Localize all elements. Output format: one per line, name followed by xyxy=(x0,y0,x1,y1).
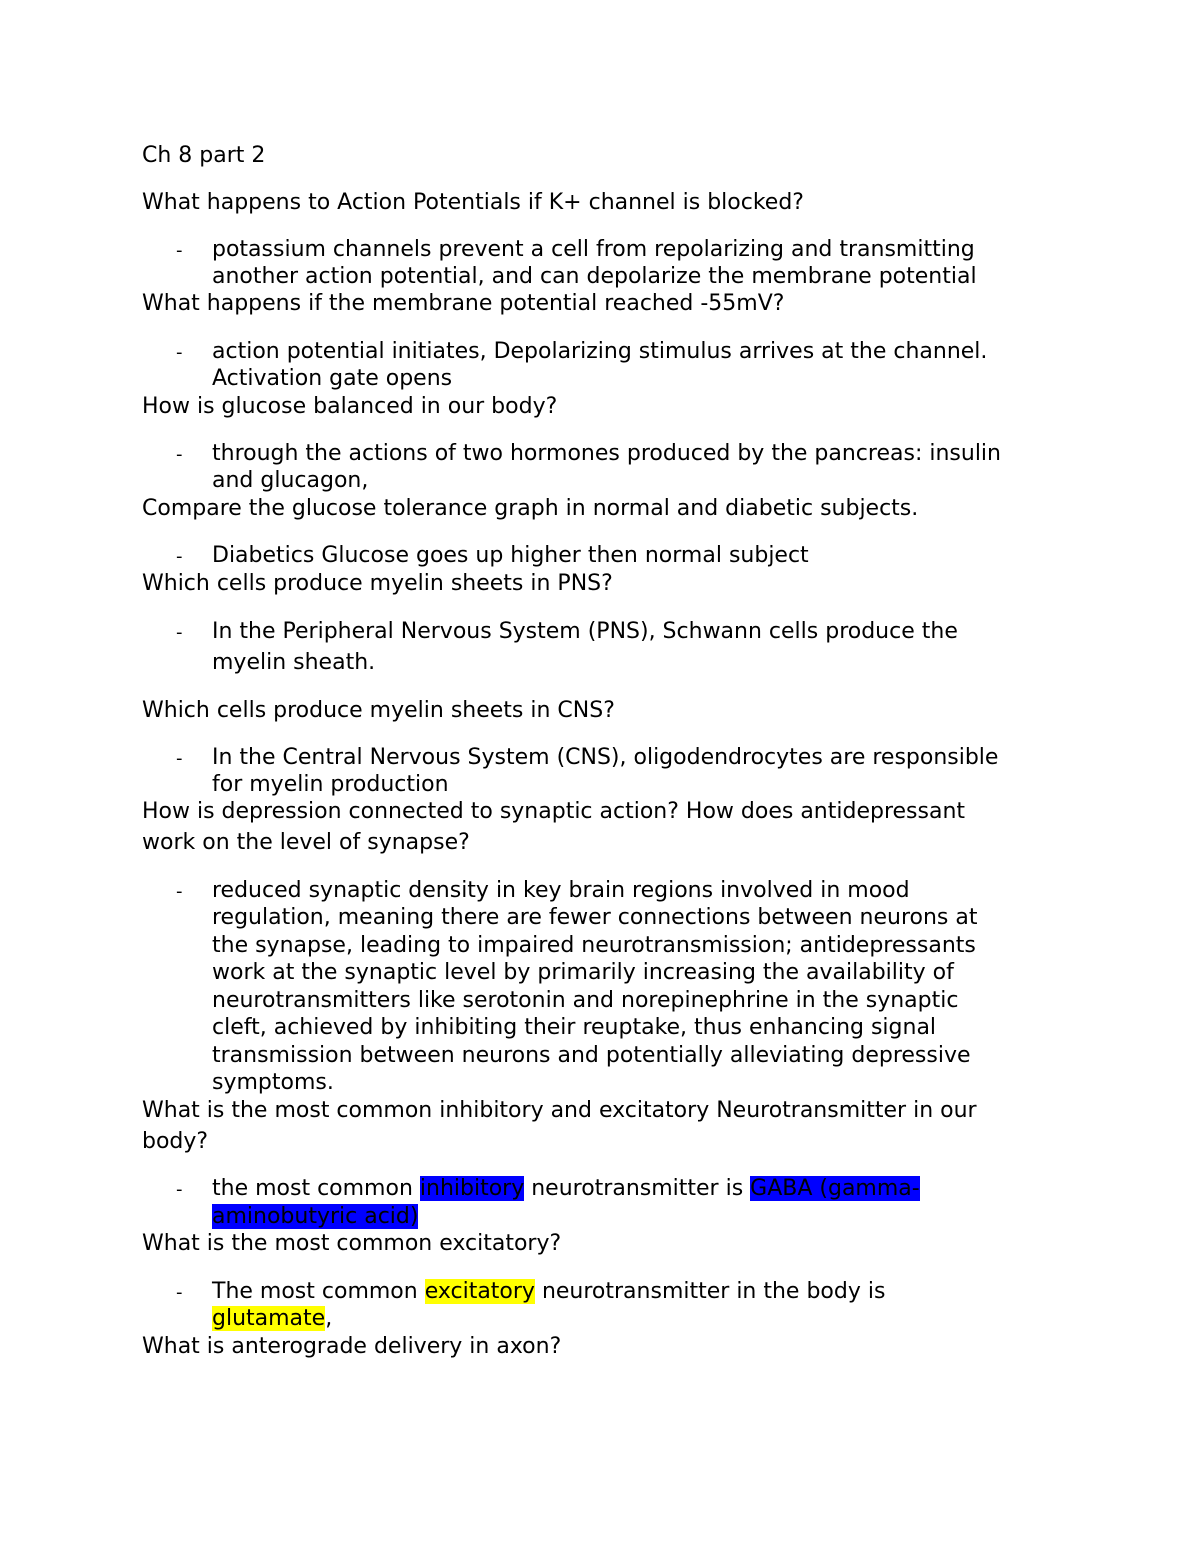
highlight-inhibitory: inhibitory xyxy=(419,1176,525,1201)
doc-title: Ch 8 part 2 xyxy=(142,143,266,168)
answer-5-line-1: In the Peripheral Nervous System (PNS), Schwann cells produce the xyxy=(212,619,958,644)
answer-8-line-2 xyxy=(212,1203,418,1231)
question-8-line-2: body? xyxy=(142,1129,209,1154)
answer-7-line-1: reduced synaptic density in key brain regions involved in mood xyxy=(212,878,910,903)
answer-8-text-2: neurotransmitter is xyxy=(524,1176,751,1201)
answer-1-line-2: another action potential, and can depolarize the membrane potential xyxy=(212,264,977,289)
answer-2-line-1: action potential initiates, Depolarizing stimulus arrives at the channel. xyxy=(212,339,988,364)
question-7-line-1: How is depression connected to synaptic action? How does antidepressant xyxy=(142,799,966,824)
answer-3-line-2: and glucagon, xyxy=(212,468,369,493)
question-4: Compare the glucose tolerance graph in normal and diabetic subjects. xyxy=(142,496,919,521)
answer-3-line-1: through the actions of two hormones produced by the pancreas: insulin xyxy=(212,441,1001,466)
answer-7-line-8: symptoms. xyxy=(212,1070,334,1095)
bullet-3: - xyxy=(176,444,183,465)
answer-7-line-6: cleft, achieved by inhibiting their reuptake, thus enhancing signal xyxy=(212,1015,937,1040)
answer-6-line-1: In the Central Nervous System (CNS), oligodendrocytes are responsible xyxy=(212,745,999,770)
answer-7-line-4: work at the synaptic level by primarily increasing the availability of xyxy=(212,960,954,985)
question-8-line-1: What is the most common inhibitory and excitatory Neurotransmitter in our xyxy=(142,1098,977,1123)
bullet-7: - xyxy=(176,881,183,902)
answer-7-line-5: neurotransmitters like serotonin and norepinephrine in the synaptic xyxy=(212,988,959,1013)
answer-1-line-1: potassium channels prevent a cell from repolarizing and transmitting xyxy=(212,237,975,262)
answer-7-line-3: the synapse, leading to impaired neurotransmission; antidepressants xyxy=(212,933,976,958)
bullet-6: - xyxy=(176,748,183,769)
bullet-4: - xyxy=(176,546,183,567)
answer-8-line-1 xyxy=(212,1175,920,1203)
answer-7-line-2: regulation, meaning there are fewer connections between neurons at xyxy=(212,905,978,930)
question-9: What is the most common excitatory? xyxy=(142,1231,562,1256)
highlight-glutamate: glutamate xyxy=(212,1306,326,1331)
answer-9-line-1 xyxy=(212,1278,885,1306)
question-1: What happens to Action Potentials if K+ channel is blocked? xyxy=(142,190,804,215)
answer-9-text-2: neurotransmitter in the body is xyxy=(534,1279,886,1304)
highlight-excitatory: excitatory xyxy=(424,1279,535,1304)
answer-4-line-1: Diabetics Glucose goes up higher then normal subject xyxy=(212,543,809,568)
answer-7-line-7: transmission between neurons and potentially alleviating depressive xyxy=(212,1043,971,1068)
question-7-line-2: work on the level of synapse? xyxy=(142,830,470,855)
answer-8-text-1: the most common xyxy=(212,1176,420,1201)
answer-9-text-1: The most common xyxy=(212,1279,425,1304)
question-6: Which cells produce myelin sheets in CNS? xyxy=(142,698,615,723)
bullet-1: - xyxy=(176,240,183,261)
answer-6-line-2: for myelin production xyxy=(212,772,449,797)
bullet-9: - xyxy=(176,1282,183,1303)
bullet-2: - xyxy=(176,342,183,363)
answer-9-line-2 xyxy=(212,1305,332,1333)
answer-2-line-2: Activation gate opens xyxy=(212,366,453,391)
highlight-gaba: GABA (gamma- xyxy=(750,1176,920,1201)
bullet-8: - xyxy=(176,1179,183,1200)
answer-9-text-3: , xyxy=(325,1306,333,1331)
question-10: What is anterograde delivery in axon? xyxy=(142,1334,562,1359)
bullet-5: - xyxy=(176,622,183,643)
question-2: What happens if the membrane potential reached -55mV? xyxy=(142,291,785,316)
answer-5-line-2: myelin sheath. xyxy=(212,650,376,675)
question-5: Which cells produce myelin sheets in PNS? xyxy=(142,571,613,596)
question-3: How is glucose balanced in our body? xyxy=(142,394,558,419)
highlight-gaba-cont: aminobutyric acid) xyxy=(212,1204,419,1229)
